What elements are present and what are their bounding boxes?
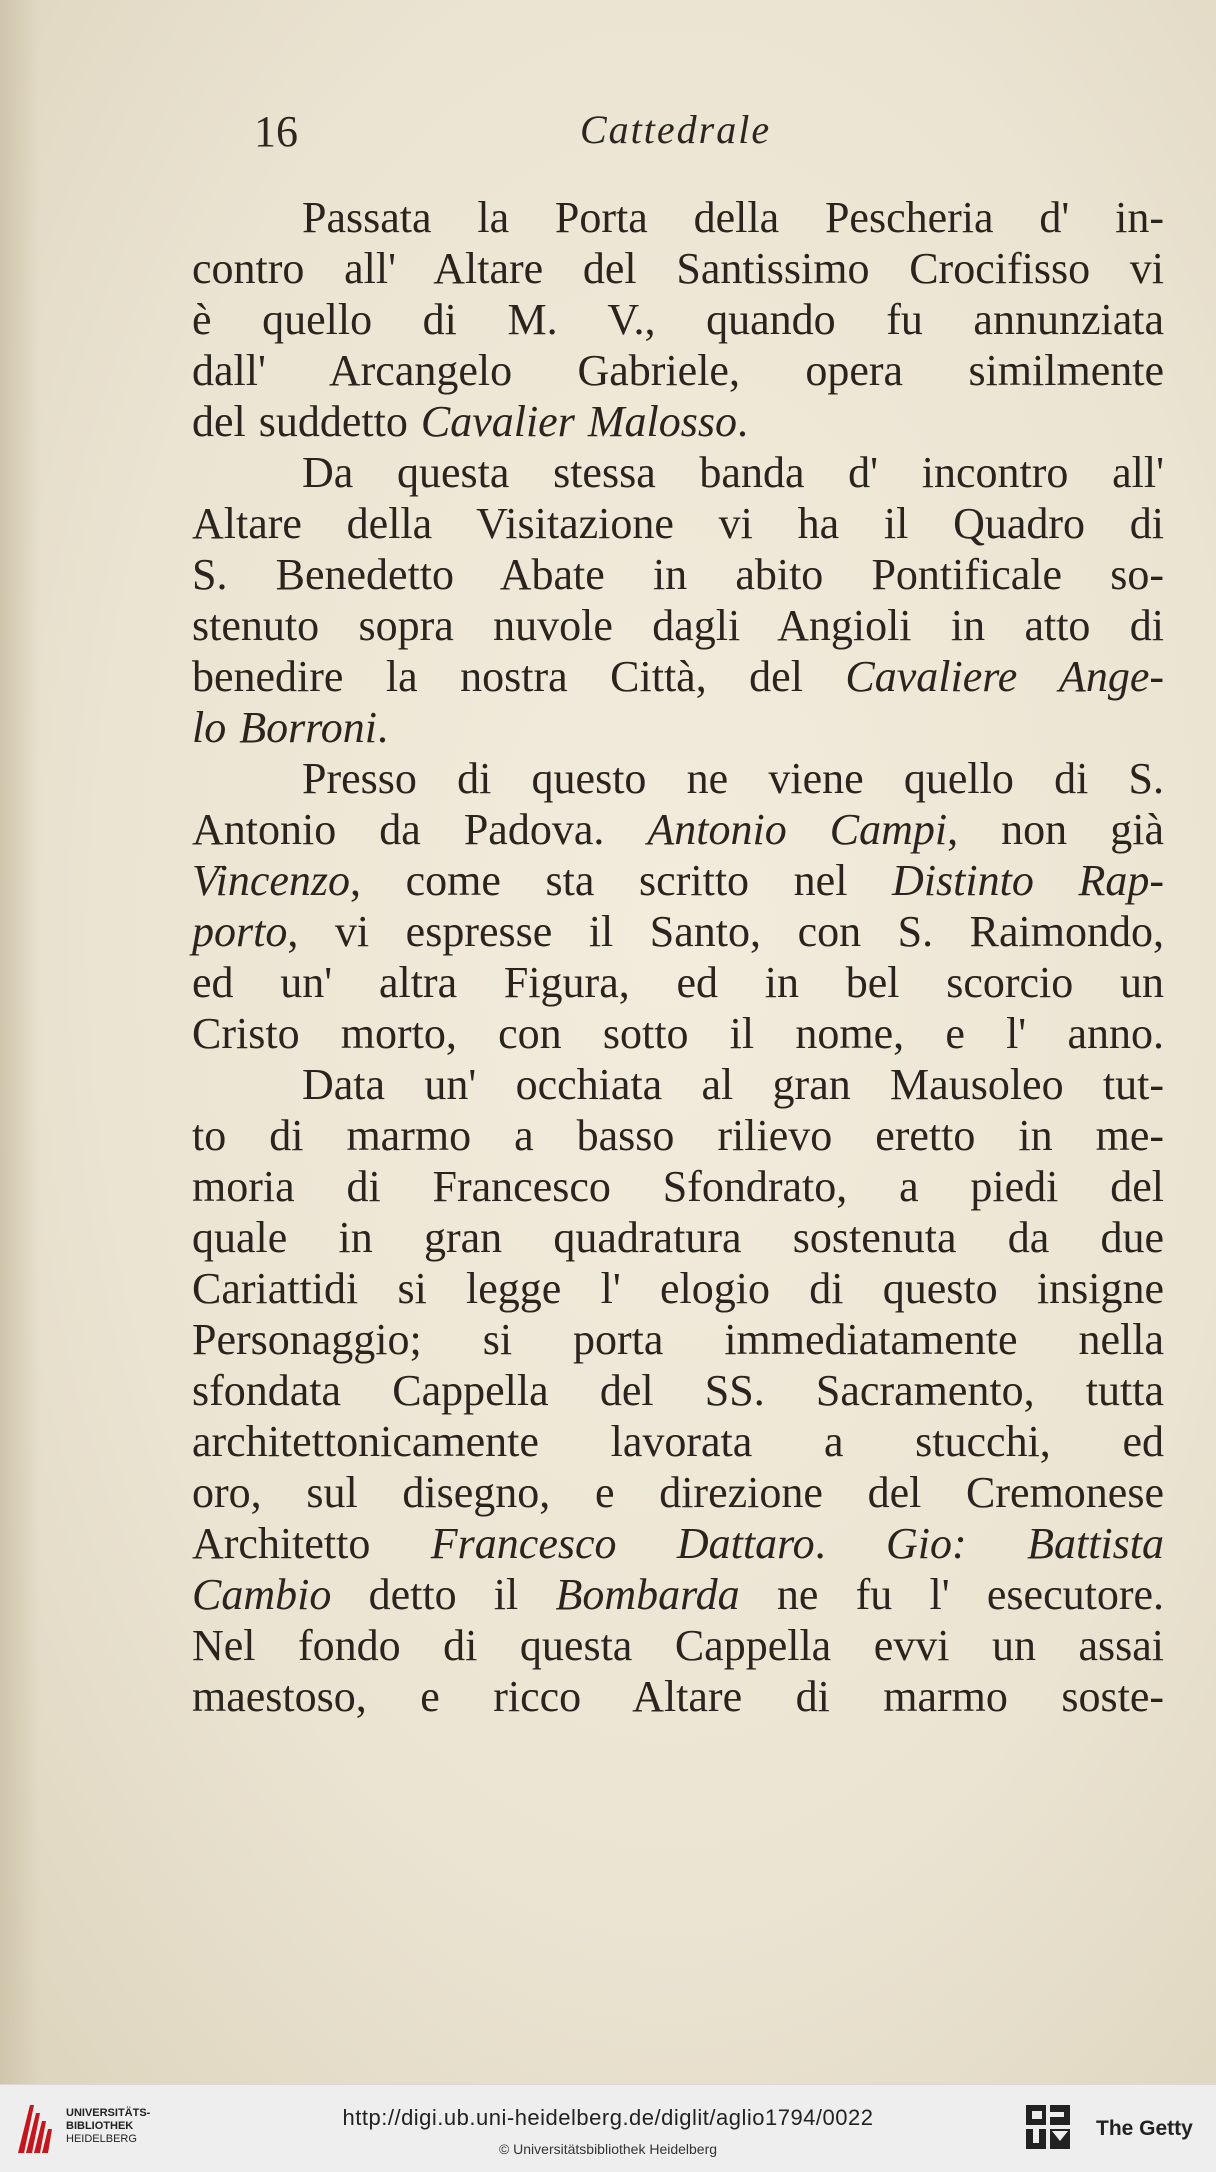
permalink-url[interactable]: http://digi.ub.uni-heidelberg.de/diglit/aglio1794/0022 [342,2105,874,2130]
text-line: to di marmo a basso rilievo eretto in me- [192,1111,1164,1160]
text-line: benedire la nostra Città, del Cavaliere Ange- [192,652,1164,701]
text-line: Passata la Porta della Pescheria d' in- [302,193,1164,242]
text-line: ed un' altra Figura, ed in bel scorcio un [192,958,1164,1007]
text-line: Presso di questo ne viene quello di S. [302,754,1164,803]
viewer-footer [0,2084,1216,2172]
text-line: Cariattidi si legge l' elogio di questo insigne [192,1264,1164,1313]
text-line: sfondata Cappella del SS. Sacramento, tutta [192,1366,1164,1415]
body-text [192,192,1164,1722]
text-line: maestoso, e ricco Altare di marmo soste- [192,1672,1164,1721]
text-line: Antonio da Padova. Antonio Campi, non già [192,805,1164,854]
text-line: dall' Arcangelo Gabriele, opera similmente [192,346,1164,395]
text-line: del suddetto Cavalier Malosso. [192,397,748,446]
text-line: Da questa stessa banda d' incontro all' [302,448,1164,497]
text-line: contro all' Altare del Santissimo Crocifisso vi [192,244,1164,293]
text-line: stenuto sopra nuvole dagli Angioli in atto di [192,601,1164,650]
text-line: porto, vi espresse il Santo, con S. Raimondo, [192,907,1164,956]
text-line: Vincenzo, come sta scritto nel Distinto Rap- [192,856,1164,905]
page-number: 16 [254,107,298,156]
text-line: Cristo morto, con sotto il nome, e l' anno. [192,1009,1164,1058]
text-line: è quello di M. V., quando fu annunziata [192,295,1164,344]
text-line: moria di Francesco Sfondrato, a piedi del [192,1162,1164,1211]
page-spine-shadow [0,0,40,2084]
text-line: Personaggio; si porta immediatamente nella [192,1315,1164,1364]
text-line: Cambio detto il Bombarda ne fu l' esecutore. [192,1570,1165,1619]
text-line: lo Borroni. [192,703,388,752]
copyright-notice: © Universitätsbibliothek Heidelberg [498,2141,718,2157]
text-line: Architetto Francesco Dattaro. Gio: Battista [192,1519,1164,1568]
text-line: architettonicamente lavorata a stucchi, ed [192,1417,1164,1466]
text-line: S. Benedetto Abate in abito Pontificale so- [192,550,1164,599]
running-head [0,106,1216,166]
text-line: quale in gran quadratura sostenuta da due [192,1213,1164,1262]
text-line: Altare della Visitazione vi ha il Quadro di [192,499,1164,548]
text-line: Nel fondo di questa Cappella evvi un assai [192,1621,1164,1670]
getty-name: The Getty [1096,2117,1193,2140]
getty-logo-icon [1024,2103,1072,2155]
text-line: oro, sul disegno, e direzione del Cremonese [192,1468,1164,1517]
library-name: UNIVERSITÄTS- BIBLIOTHEK HEIDELBERG [66,2107,151,2145]
text-line: Data un' occhiata al gran Mausoleo tut- [302,1060,1164,1109]
running-title: Cattedrale [580,107,772,152]
